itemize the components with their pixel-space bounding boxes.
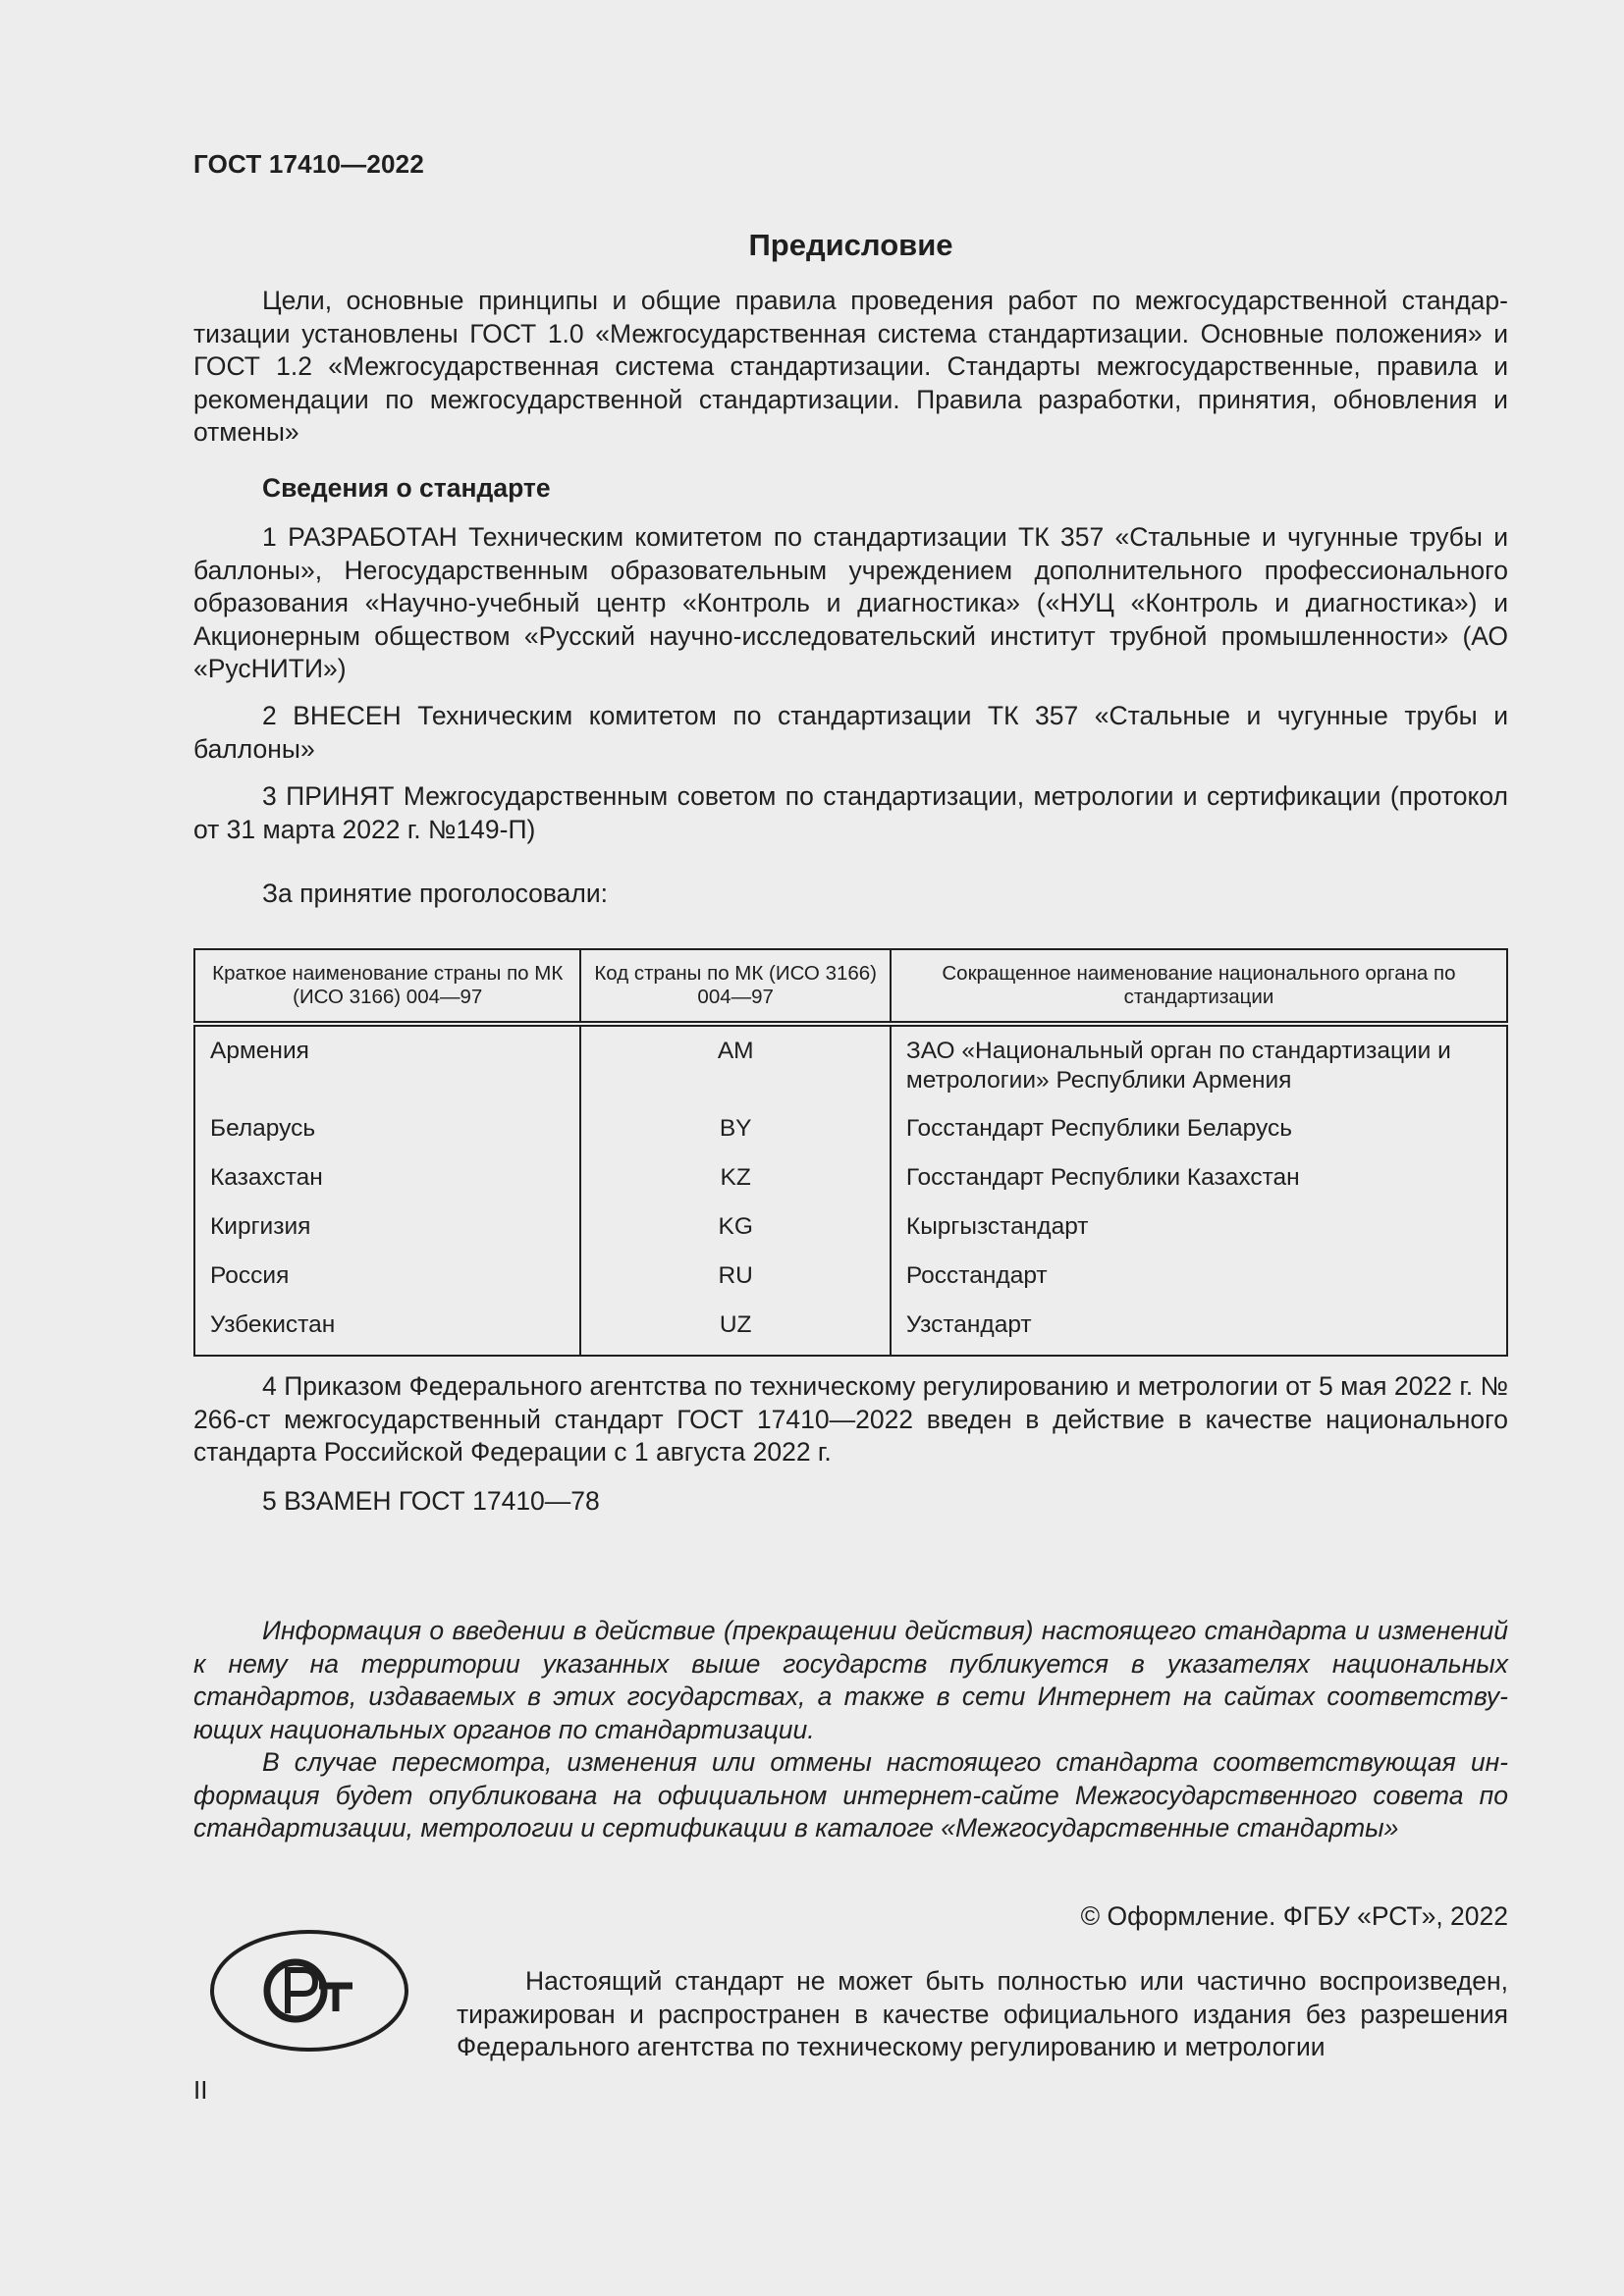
page-title: Предисловие: [748, 228, 953, 262]
table-row: [194, 1212, 1507, 1261]
item-adopted: 3 ПРИНЯТ Межгосударственным советом по стандартизации, метрологии и сертификации (протокол от 31 марта 2022 г. №149-П): [193, 781, 1508, 844]
body-cell: Госстандарт Республики Казахстан: [891, 1163, 1507, 1212]
table-row: [194, 1163, 1507, 1212]
table-row: [194, 1024, 1507, 1114]
column-header-country: Краткое наименование страны по МК (ИСО 3166) 004—97: [194, 949, 580, 1024]
table-row: [194, 1310, 1507, 1356]
standard-header: ГОСТ 17410—2022: [193, 149, 424, 179]
voted-label: За принятие проголосовали:: [262, 879, 609, 908]
body-cell: Узстандарт: [891, 1310, 1507, 1356]
item-introduced: 2 ВНЕСЕН Техническим комитетом по стандартизации ТК 357 «Стальные и чугунные трубы и баллоны»: [193, 701, 1508, 764]
copyright-line: © Оформление. ФГБУ «РСТ», 2022: [1080, 1901, 1508, 1931]
body-cell: ЗАО «Национальный орган по стандартизации и метрологии» Республики Армения: [891, 1024, 1507, 1114]
table-row: [194, 1114, 1507, 1163]
code-cell: UZ: [580, 1310, 890, 1356]
column-header-code: Код страны по МК (ИСО 3166) 004—97: [580, 949, 890, 1024]
reproduction-notice: Настоящий стандарт не может быть полностью или частично воспроизведен, тиражирован и распространен в качестве официального издания без разрешения Федерального агентства по техническому регулированию и метрологии: [457, 1966, 1508, 2061]
body-cell: Кыргызстандарт: [891, 1212, 1507, 1261]
country-cell: Россия: [194, 1261, 580, 1310]
code-cell: AM: [580, 1024, 890, 1114]
code-cell: KG: [580, 1212, 890, 1261]
country-cell: Казахстан: [194, 1163, 580, 1212]
table-row: [194, 1261, 1507, 1310]
item-developed: 1 РАЗРАБОТАН Техническим комитетом по стандартизации ТК 357 «Стальные и чугунные трубы и баллоны», Негосударственным образовательным учреждением дополнительного профессионального образования «Научно-учебный центр «Контроль и диагностика» («НУЦ «Контроль и диагностика») и Акционерным обществом «Русский научно-исследовательский институт трубной промышленности» (АО «РусНИТИ»): [193, 522, 1508, 683]
intro-paragraph: Цели, основные принципы и общие правила проведения работ по межгосударственной стандартизации установлены ГОСТ 1.0 «Межгосударственная система стандартизации. Основные положения» и ГОСТ 1.2 «Межгосударственная система стандартизации. Стандарты межгосударственные, правила и рекомендации по межгосударственной стандартизации. Правила разработки, принятия, обновления и отмены»: [193, 286, 1508, 447]
item-replaces: 5 ВЗАМЕН ГОСТ 17410—78: [262, 1486, 600, 1516]
item-order: 4 Приказом Федерального агентства по техническому регулированию и метрологии от 5 мая 2022 г. № 266-ст межгосударственный стандарт ГОСТ 17410—2022 введен в действие в качестве национального стандарта Российской Федерации с 1 августа 2022 г.: [193, 1371, 1508, 1467]
code-cell: RU: [580, 1261, 890, 1310]
country-cell: Беларусь: [194, 1114, 580, 1163]
code-cell: KZ: [580, 1163, 890, 1212]
rst-logo-icon: [209, 1929, 409, 2053]
section-subtitle: Сведения о стандарте: [262, 473, 551, 503]
info-paragraph-1: Информация о введении в действие (прекращении действия) настоящего стандарта и изменений к нему на территории указанных выше государств публикуется в указателях национальных стандартов, издаваемых в этих государствах, а также в сети Интернет на сайтах соответствующих национальных органов по стандартизации.: [193, 1616, 1508, 1744]
column-header-body: Сокращенное наименование национального органа по стандартизации: [891, 949, 1507, 1024]
page-number: II: [193, 2075, 208, 2105]
country-cell: Армения: [194, 1024, 580, 1114]
voting-table: [193, 948, 1508, 1357]
info-paragraph-2: В случае пересмотра, изменения или отмены настоящего стандарта соответствующая информация будет опубликована на официальном интернет-сайте Межгосударственного совета по стандартизации, метрологии и сертификации в каталоге «Межгосударственные стандарты»: [193, 1747, 1508, 1842]
country-cell: Узбекистан: [194, 1310, 580, 1356]
body-cell: Росстандарт: [891, 1261, 1507, 1310]
country-cell: Киргизия: [194, 1212, 580, 1261]
body-cell: Госстандарт Республики Беларусь: [891, 1114, 1507, 1163]
code-cell: BY: [580, 1114, 890, 1163]
